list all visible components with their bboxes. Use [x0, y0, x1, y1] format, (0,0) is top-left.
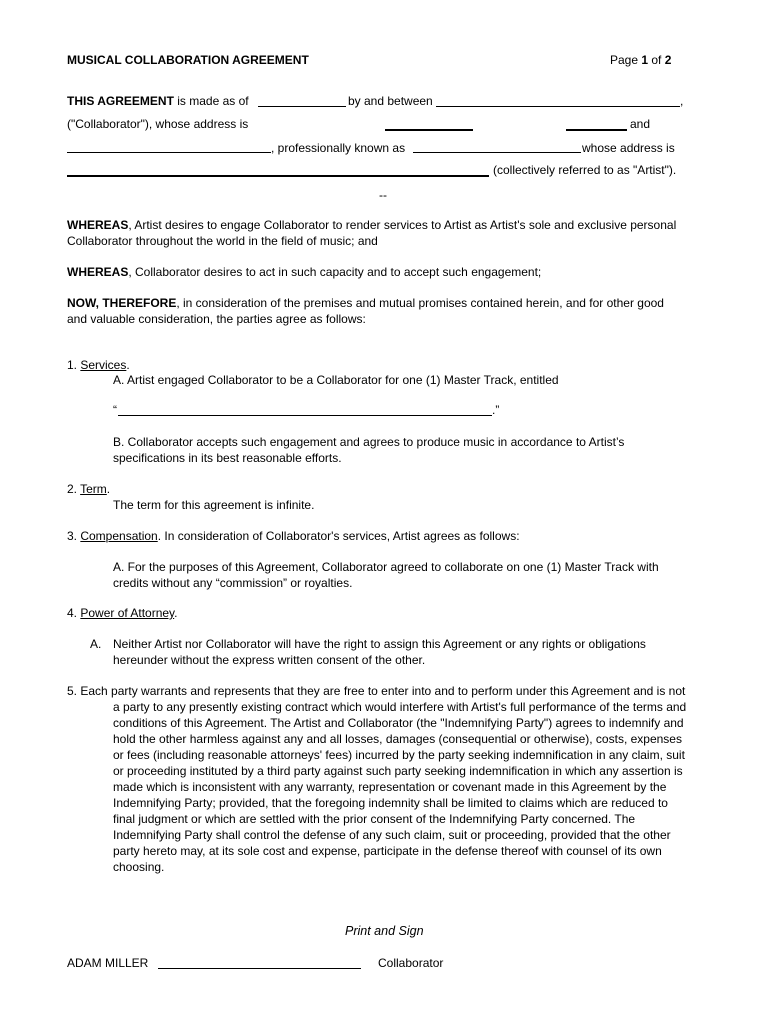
section-4-heading — [67, 605, 178, 621]
section-5-body — [113, 699, 686, 875]
section-1-b-line-1: B. Collaborator accepts such engagement and agrees to produce music in accordance to Artist’s — [113, 435, 625, 449]
section-5-line: or proceeding instituted by a third party against such party seeking indemnification in which any assertion is — [113, 764, 683, 778]
professionally-known-text: , professionally known as — [271, 141, 406, 155]
separator-dashes: -- — [379, 188, 387, 202]
section-5-line: choosing. — [113, 860, 165, 874]
page-total: 2 — [664, 53, 672, 67]
professional-name-blank[interactable] — [413, 152, 581, 153]
section-5-line: Indemnifying Party shall control the defense of any such claim, suit or proceeding, provided that the other — [113, 828, 671, 842]
section-1-heading — [67, 357, 130, 373]
intro-line-1 — [67, 93, 249, 109]
section-2-title: Term — [80, 482, 107, 496]
section-3-intro: . In consideration of Collaborator's services, Artist agrees as follows: — [157, 529, 520, 543]
section-3-heading — [67, 528, 520, 544]
section-4-period: . — [174, 606, 178, 620]
section-4-title: Power of Attorney — [80, 606, 175, 620]
section-1-b-line-2: specifications in its best reasonable efforts. — [113, 451, 342, 465]
document-title: MUSICAL COLLABORATION AGREEMENT — [67, 53, 309, 67]
section-5-first-line: 5. Each party warrants and represents that they are free to enter into and to perform under this Agreement and is not — [67, 684, 686, 698]
signature-line[interactable] — [158, 968, 361, 969]
track-open-quote: “ — [113, 403, 117, 417]
section-1-title: Services — [80, 358, 127, 372]
section-4-a-line-1: Neither Artist nor Collaborator will have the right to assign this Agreement or any rights or obligations — [113, 637, 646, 651]
section-3-a-line-1: A. For the purposes of this Agreement, Collaborator agreed to collaborate on one (1) Master Track with — [113, 560, 659, 574]
section-3-number: 3. — [67, 529, 81, 543]
whereas-1-line-1 — [67, 217, 676, 233]
section-5-line: final judgment or which are settled with the prior consent of the Indemnifying Party concerned. The — [113, 812, 636, 826]
page-indicator — [610, 52, 671, 68]
section-5-line: a party to any presently existing contract which would interfere with Artist's full performance of the terms and — [113, 700, 687, 714]
page-of: of — [648, 53, 665, 67]
print-and-sign-heading: Print and Sign — [345, 924, 424, 938]
section-5-line: hold the other harmless against any and all losses, damages (consequential or otherwise), costs, expenses — [113, 732, 682, 746]
intro-comma: , — [680, 94, 684, 108]
by-and-between-text: by and between — [348, 94, 433, 108]
address-blank-2[interactable] — [566, 129, 627, 131]
section-5-line: Indemnifying Party; provided, that the foregoing indemnity shall be limited to claims which are reduced to — [113, 796, 668, 810]
now-therefore-line-2: and valuable consideration, the parties agree as follows: — [67, 312, 366, 326]
page-number: 1 — [641, 53, 649, 67]
signer-role: Collaborator — [378, 956, 444, 970]
section-2-number: 2. — [67, 482, 81, 496]
whereas-1-lead: WHEREAS — [67, 218, 129, 232]
section-5-line: conditions of this Agreement. The Artist and Collaborator (the "Indemnifying Party") agrees to indemnify and — [113, 716, 684, 730]
section-2-period: . — [106, 482, 111, 496]
party-name-blank[interactable] — [436, 106, 680, 107]
whose-address-text: whose address is — [582, 141, 675, 155]
address-blank-3[interactable] — [67, 152, 271, 153]
collectively-text: (collectively referred to as "Artist"). — [493, 163, 677, 177]
section-5-line: party hereto may, at its sole cost and expense, participate in the defense thereof with counsel of its own — [113, 844, 662, 858]
section-5-line: made which is inconsistent with any warranty, representation or covenant made in this Agreement by the — [113, 780, 667, 794]
whereas-2-text: , Collaborator desires to act in such capacity and to accept such engagement; — [128, 265, 542, 279]
section-5-line: or fees (including reasonable attorneys' fees) incurred by the party seeking indemnification in any claim, suit — [113, 748, 685, 762]
whereas-2 — [67, 264, 541, 280]
whereas-1-text: , Artist desires to engage Collaborator to render services to Artist as Artist's sole and exclusive personal — [128, 218, 677, 232]
section-1-a: A. Artist engaged Collaborator to be a Collaborator for one (1) Master Track, entitled — [113, 373, 559, 387]
address-blank-1[interactable] — [385, 129, 473, 131]
whereas-2-lead: WHEREAS — [67, 265, 129, 279]
now-therefore-line-1 — [67, 295, 664, 311]
now-therefore-text: , in consideration of the premises and mutual promises contained herein, and for other good — [176, 296, 664, 310]
signer-name: ADAM MILLER — [67, 956, 149, 970]
track-title-blank[interactable] — [118, 415, 492, 416]
section-4-a-label: A. — [90, 637, 102, 651]
section-3-title: Compensation — [80, 529, 158, 543]
this-agreement-label: THIS AGREEMENT — [67, 94, 174, 108]
section-4-number: 4. — [67, 606, 81, 620]
section-3-a-line-2: credits without any “commission” or royalties. — [113, 576, 353, 590]
track-close-quote: .” — [492, 403, 500, 417]
made-as-of-text: is made as of — [173, 94, 249, 108]
now-therefore-lead: NOW, THEREFORE — [67, 296, 177, 310]
page-prefix: Page — [610, 53, 642, 67]
artist-address-blank[interactable] — [67, 175, 489, 177]
and-text: and — [630, 117, 651, 131]
section-4-a-line-2: hereunder without the express written consent of the other. — [113, 653, 426, 667]
section-2-text: The term for this agreement is infinite. — [113, 498, 315, 512]
whereas-1-line-2: Collaborator throughout the world in the field of music; and — [67, 234, 378, 248]
section-1-number: 1. — [67, 358, 81, 372]
section-1-period: . — [126, 358, 130, 372]
date-blank[interactable] — [258, 106, 346, 107]
section-2-heading — [67, 481, 110, 497]
collaborator-address-text: ("Collaborator"), whose address is — [67, 117, 249, 131]
